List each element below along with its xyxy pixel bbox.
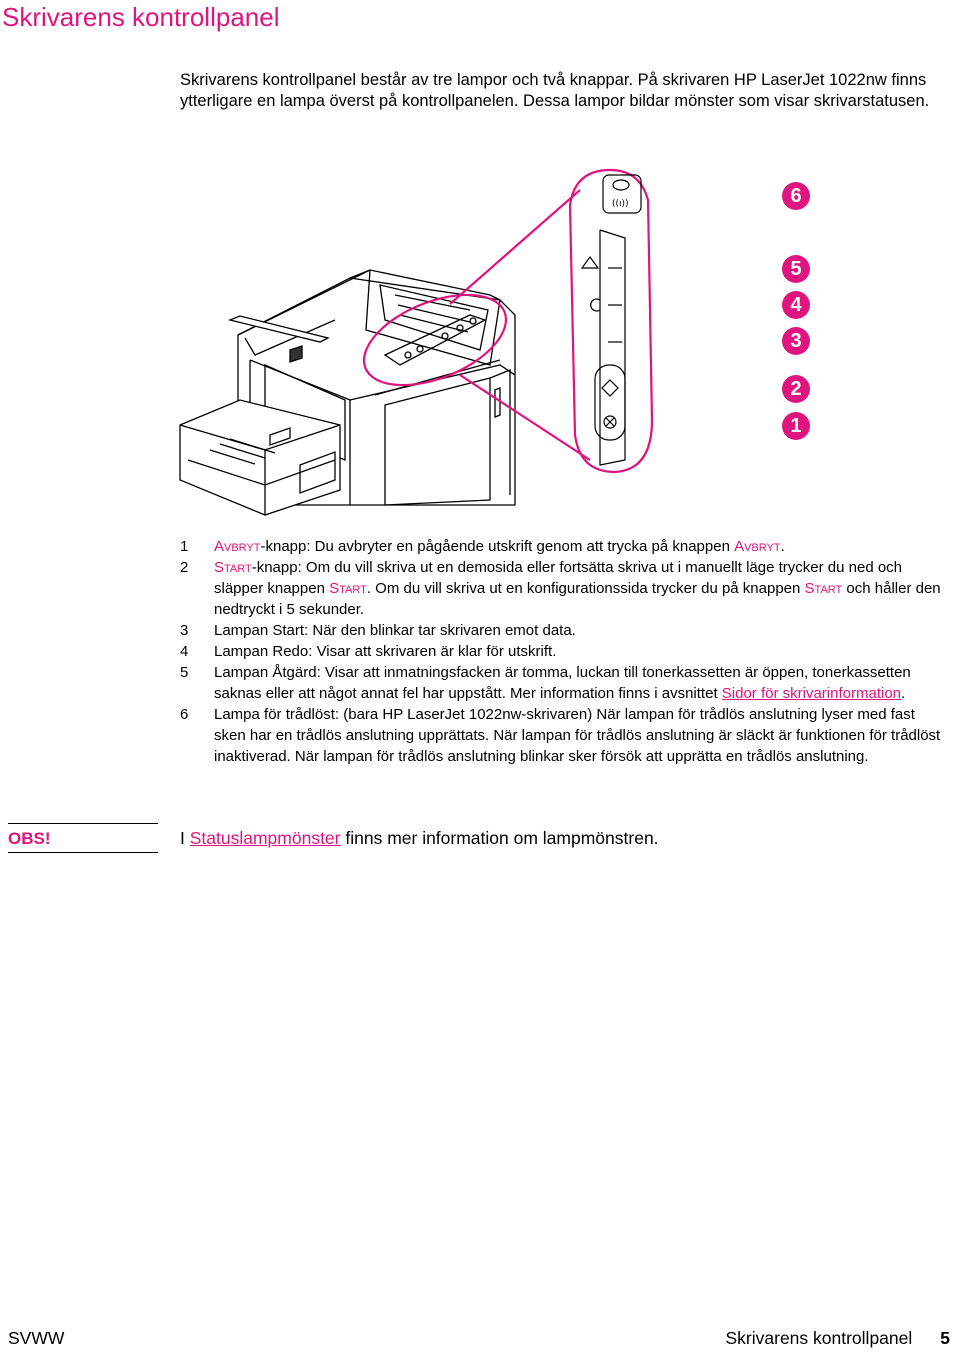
note-text: I Statuslampmönster finns mer information om lampmönstren. xyxy=(180,828,659,848)
legend-list xyxy=(180,536,950,767)
callout-4: 4 xyxy=(782,291,810,319)
cancel-button-name: Avbryt xyxy=(734,538,781,555)
callout-5: 5 xyxy=(782,255,810,283)
footer-right xyxy=(726,1328,951,1349)
note-divider-top xyxy=(8,823,158,824)
callout-6: 6 xyxy=(782,182,810,210)
footer-section-title: Skrivarens kontrollpanel xyxy=(725,1328,913,1348)
list-item: 5 Lampan Åtgärd: Visar att inmatningsfacken är tomma, luckan till tonerkassetten är öppen, tonerkassetten saknas eller att något annat fel har uppstått. Mer information finns i avsnittet Sidor för skrivarinformation. xyxy=(180,664,911,702)
svg-text:((ı)): ((ı)) xyxy=(612,199,629,209)
callout-1: 1 xyxy=(782,412,810,440)
start-button-name: Start xyxy=(804,580,843,597)
printer-info-pages-link[interactable]: Sidor för skrivarinformation xyxy=(721,685,902,702)
printer-figure xyxy=(170,160,830,530)
start-button-name: Start xyxy=(214,559,252,576)
callout-2: 2 xyxy=(782,375,810,403)
list-item: 6 Lampa för trådlöst: (bara HP LaserJet 1022nw-skrivaren) När lampan för trådlös anslutning lyser med fast sken har en trådlös anslutning upprättats. När lampan för trådlös anslutning är släckt är funktionen för trådlöst inaktiverad. När lampan för trådlös anslutning blinkar sker försök att upprätta en trådlös anslutning. xyxy=(180,706,941,765)
start-button-name: Start xyxy=(329,580,367,597)
list-item: 2 Start-knapp: Om du vill skriva ut en demosida eller fortsätta skriva ut i manuellt läge trycker du ned och släpper knappen Start. Om du vill skriva ut en konfigurationssida trycker du på knappen Start och håller den nedtryckt i 5 sekunder. xyxy=(180,559,941,618)
cancel-button-name: Avbryt xyxy=(214,538,261,555)
note-label: OBS! xyxy=(8,829,51,848)
status-light-patterns-link[interactable]: Statuslampmönster xyxy=(189,828,341,848)
intro-paragraph: Skrivarens kontrollpanel består av tre lampor och två knappar. På skrivaren HP LaserJet 1022nw finns ytterligare en lampa överst på kontrollpanelen. Dessa lampor bildar mönster som visar skrivarstatusen. xyxy=(180,71,930,110)
note-divider-bottom xyxy=(8,852,158,853)
footer-left: SVWW xyxy=(8,1328,65,1348)
list-item: 3 Lampan Start: När den blinkar tar skrivaren emot data. xyxy=(180,622,576,639)
page-number: 5 xyxy=(940,1328,950,1348)
page-title: Skrivarens kontrollpanel xyxy=(2,2,280,32)
callout-3: 3 xyxy=(782,327,810,355)
printer-illustration xyxy=(170,160,830,530)
list-item: 1 Avbryt-knapp: Du avbryter en pågående utskrift genom att trycka på knappen Avbryt. xyxy=(180,538,785,555)
list-item: 4 Lampan Redo: Visar att skrivaren är klar för utskrift. xyxy=(180,643,557,660)
